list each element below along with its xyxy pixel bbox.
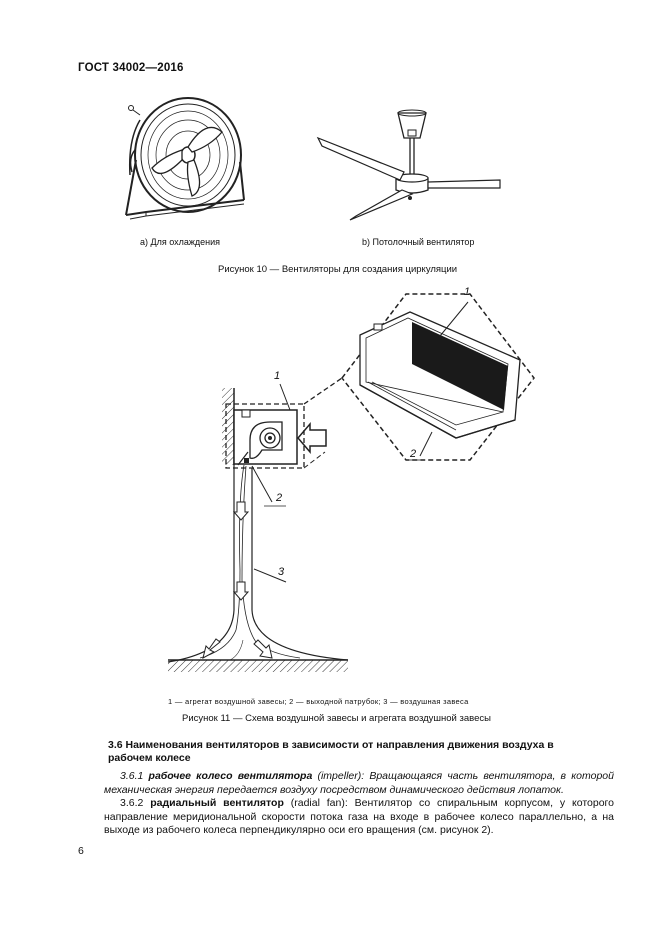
callout-2-enlarged: 2 (410, 448, 417, 460)
figure-10a-label: a) Для охлаждения (140, 237, 221, 247)
floor-fan-drawing (126, 98, 244, 219)
figure-10b-label: b) Потолочный вентилятор (362, 237, 475, 247)
figure-11-caption: Рисунок 11 — Схема воздушной завесы и агрегата воздушной завесы (182, 713, 491, 724)
figure-11-illustration (0, 280, 661, 700)
figure-10-illustration (0, 0, 661, 300)
paragraph-3-6-2 (104, 797, 614, 838)
document-header: ГОСТ 34002—2016 (78, 62, 184, 74)
callout-1-enlarged: 1 (464, 286, 471, 298)
ceiling-fan-drawing (318, 110, 500, 220)
term-number: 3.6.1 (120, 770, 149, 782)
floor-hatch (168, 660, 348, 672)
term-english: (impeller) (312, 770, 362, 782)
callout-2-outlet: 2 (276, 492, 283, 504)
term-definition: : Вращающаяся часть вентилятора, в которой механическая энергия передается воздуху посредством динамического действия лопаток. (104, 770, 614, 796)
wall-hatch (222, 388, 234, 465)
term-title: радиальный вентилятор (150, 797, 284, 809)
callout-3-curtain: 3 (278, 566, 285, 578)
page-number: 6 (78, 845, 84, 857)
term-number: 3.6.2 (120, 797, 151, 809)
figure-11-legend: 1 — агрегат воздушной завесы; 2 — выходной патрубок; 3 — воздушная завеса (168, 697, 469, 706)
paragraph-3-6-1 (104, 770, 614, 797)
figure-10-caption: Рисунок 10 — Вентиляторы для создания циркуляции (218, 264, 458, 275)
term-english: (radial fan) (283, 797, 345, 809)
air-curtain-unit-enlarged (360, 312, 520, 438)
section-heading: 3.6 Наименования вентиляторов в зависимости от направления движения воздуха в рабочем колесе (108, 739, 554, 764)
term-title: рабочее колесо вентилятора (148, 770, 313, 782)
callout-1-unit: 1 (274, 370, 281, 382)
term-definition: : Вентилятор со спиральным корпусом, у которого направление меридиональной скорости потока газа на входе в рабочее колесо параллельно, а на выходе из рабочего колеса перпендикулярно оси его вращения (см. рисунок 2). (104, 797, 614, 836)
